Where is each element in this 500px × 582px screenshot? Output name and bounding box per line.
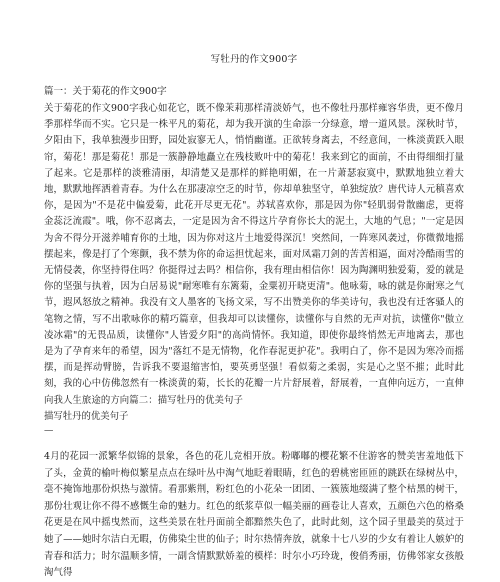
body-paragraph-2: 4月的花园一派繁华似锦的景象，各色的花儿竞相开放。粉嘟嘟的樱花繁不住游客的赞美害羞地低下了头，金黄的榆叶梅似繁星点点在绿叶丛中淘气地眨着眼睛，红色的碧桃密匝匝的跳跃在绿树丛中，毫不掩饰地那份炽热与激情。看那紫荆，粉红色的小花朵一团团、一簇簇地缀满了整个枯黑的树干，那份壮观让你不得不感慨生命的魅力。红色的纸浆草似一幅美丽的画卷让人喜欢，五颜色六色的格桑花更是在风中摇曳然而，这些美景在牡丹面前全都黯然失色了，此时此刻，这个园子里最美的莫过于她了——她时尔洁白无暇，仿佛染尘世的仙子；时尔热情奔放，就象十七八岁的少女有着让人嫉妒的青春和活力；时尔温顺多情，一副含情默默娇羞的模样：时尔小巧玲珑，俊俏秀丽，仿佛邻家女孩般淘气得	[44, 451, 464, 579]
divider-dash: —	[44, 425, 54, 437]
section-heading-1: 篇一：关于菊花的作文900字	[44, 86, 167, 97]
section-heading-2: 描写牡丹的优美句子	[44, 410, 129, 422]
body-paragraph-1: 关于菊花的作文900字我心如花它，既不像茉莉那样清淡娇气，也不像牡丹那样雍容华贵，更不像月季那样华而不实。它只是一株平凡的菊花，却为我开演的生命添一分绿意，增一道风景。深秋时节，夕阳由下，我单独漫步田野，园处寂寥无人，悄悄幽谨。正欲转身离去，不经意间，一株淡黄跃入眼帘，菊花！那是菊花！那是一簇静静地矗立在残枝败叶中的菊花！我来到它的面前，不由得细细打量了起来。它是那样的淡雅清丽，却清楚又是那样的鲜艳明媚，在一片萧瑟寂寞中，默默地独立着大地，默默地挥洒着青春。为什么在那凄凉空乏的时节，你却单独坚守，单独绽放？唐代诗人元稹喜欢你，是因为"不是花中偏爱菊，此花开尽更无花"。苏轼喜欢你，那是因为你"轻肌弱骨散幽虑，更将金蕊泛流霞"。哦，你不忍离去，一定是因为舍不得这片孕育你长大的泥土，大地的气息；"一定是因为舍不得分开滋养哺育你的土地，因为你对这片土地爱得深沉！突然间，一阵寒风袭过，你微微地摇摆起来，像是打了个寒颤，我不禁为你的命运担忧起来，面对凤霜刀剑的苦苦相逼，面对冷酷雨雪的无情侵袭，你坚持得住吗？你挺得过去吗？相信你，我有理由相信你！因为陶渊明独爱菊，爱的就是你的坚强与执着，因为白居易说"耐寒唯有东篱菊，金粟初开晓更清"。他咏菊，咏的就是你耐寒之气节，遐风怒放之精神。我没有文人墨客的飞扬文采，写不出赞美你的华美诗句，我也没有迁客骚人的笔物之情，写不出歌咏你的精巧篇章，但我却可以读懂你，读懂你与自然的无声对抗，读懂你"傲立凌冰霜"的无畏品质，读懂你"人皆爱夕阳"的高尚情怀。我知道，即使你最终悄然无声地离去，那也是为了孕育来年的希望，因为"落红不是无情物，化作春泥更护花"。我明白了，你不是因为寒冷而摇摆，而是挥动臂膀，告诉我不要退缩害怕，要英勇坚强！看似菊之柔弱，实是心之坚不摧；此时此刻，我的心中仿佛忽然有一株淡黄的菊，长长的花瓣一片片舒展着，舒展着，一直伸向远方，一直伸向我人生旅途的方向篇二：描写牡丹的优美句子	[44, 103, 464, 406]
document-title: 写牡丹的作文900字	[210, 54, 298, 65]
